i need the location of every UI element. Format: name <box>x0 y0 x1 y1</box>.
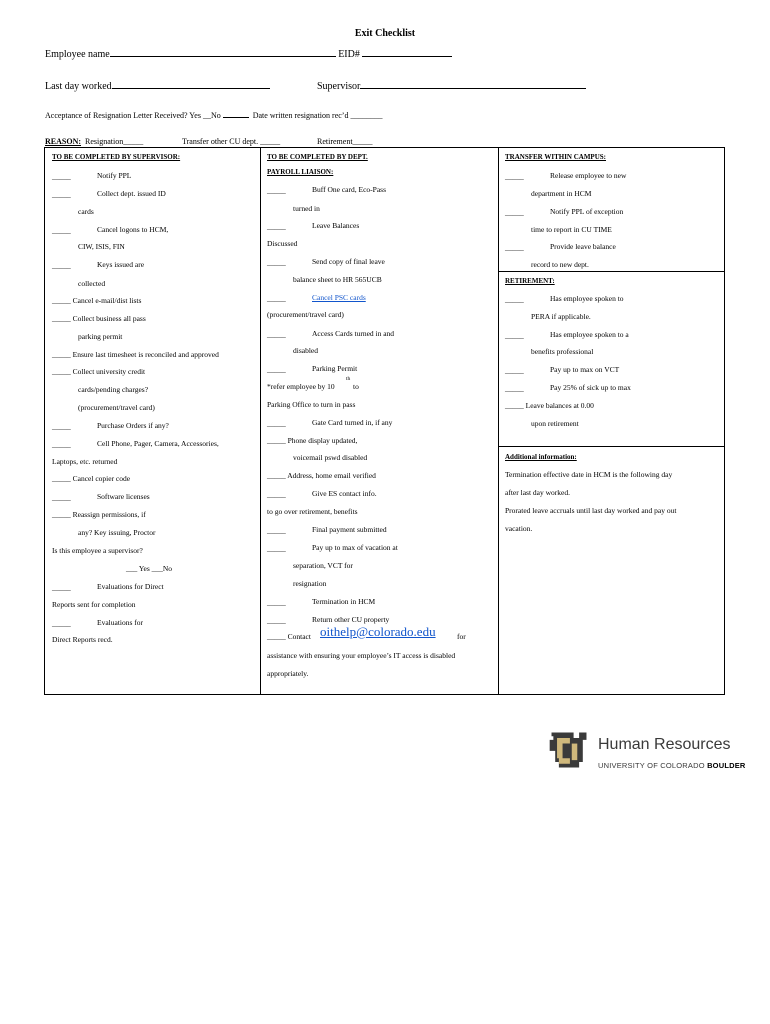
page-title: Exit Checklist <box>354 28 416 39</box>
payroll-liaison-heading: PAYROLL LIAISON: <box>267 168 334 176</box>
supervisor-item: Evaluations for Direct <box>97 582 164 591</box>
contact-label: _____ Contact <box>267 632 311 641</box>
blank-line[interactable]: _____ <box>267 294 286 303</box>
blank-line[interactable]: _____ <box>505 366 524 375</box>
blank-line[interactable]: _____ <box>505 331 524 340</box>
payroll-item: Final payment submitted <box>312 525 387 534</box>
reason-retirement[interactable]: Retirement_____ <box>317 137 373 146</box>
blank-line[interactable]: _____ <box>267 526 286 535</box>
payroll-item: balance sheet to HR 565UCB <box>293 275 382 284</box>
supervisor-item: _____ Ensure last timesheet is reconciled and approved <box>52 350 219 359</box>
transfer-item: Notify PPL of exception <box>550 207 624 216</box>
blank-line[interactable]: _____ <box>267 490 286 499</box>
transfer-section-heading: TRANSFER WITHIN CAMPUS: <box>505 153 606 161</box>
transfer-item: department in HCM <box>531 189 592 198</box>
additional-info-text: Prorated leave accruals until last day worked and pay out <box>505 506 677 515</box>
cancel-psc-cards-link[interactable]: Cancel PSC cards <box>312 293 366 302</box>
payroll-item: Return other CU property <box>312 615 390 624</box>
supervisor-item: _____ Cancel copier code <box>52 474 131 483</box>
blank-line[interactable]: _____ <box>267 616 286 625</box>
last-day-field[interactable] <box>45 79 270 92</box>
blank-line[interactable]: _____ <box>52 190 71 199</box>
cu-logo-icon <box>545 727 593 773</box>
retirement-section-heading: RETIREMENT: <box>505 277 555 285</box>
retirement-item: Has employee spoken to <box>550 294 624 303</box>
blank-line[interactable]: _____ <box>267 365 286 374</box>
column-divider <box>498 147 499 695</box>
blank-line[interactable]: _____ <box>267 222 286 231</box>
blank-line[interactable]: _____ <box>267 544 286 553</box>
retirement-item: Pay up to max on VCT <box>550 365 620 374</box>
transfer-item: Release employee to new <box>550 171 627 180</box>
blank-line[interactable]: _____ <box>52 422 71 431</box>
reason-resignation[interactable]: Resignation_____ <box>85 137 144 146</box>
supervisor-item: Software licenses <box>97 492 150 501</box>
transfer-item: record to new dept. <box>531 260 589 269</box>
supervisor-item: Reports sent for completion <box>52 600 136 609</box>
blank-line[interactable]: _____ <box>52 493 71 502</box>
retirement-item: Pay 25% of sick up to max <box>550 383 631 392</box>
supervisor-item: parking permit <box>78 332 123 341</box>
supervisor-item: Cancel logons to HCM, <box>97 225 169 234</box>
payroll-item: (procurement/travel card) <box>267 310 344 319</box>
employee-name-label: Employee name <box>45 49 110 60</box>
hr-title: Human Resources <box>598 736 731 753</box>
payroll-item: appropriately. <box>267 669 309 678</box>
payroll-item: turned in <box>293 204 320 213</box>
payroll-item: Access Cards turned in and <box>312 329 395 338</box>
reason-row <box>45 137 143 146</box>
supervisor-item: Notify PPL <box>97 171 132 180</box>
payroll-item: Discussed <box>267 239 298 248</box>
blank-line[interactable]: _____ <box>505 172 524 181</box>
reason-label: REASON: <box>45 137 82 146</box>
hr-subtitle: UNIVERSITY OF COLORADO BOULDER <box>598 761 746 770</box>
payroll-item: *refer employee by 10 <box>267 382 335 391</box>
payroll-item: Give ES contact info. <box>312 489 377 498</box>
payroll-item: Parking Permit <box>312 364 358 373</box>
payroll-item: to <box>353 382 359 391</box>
payroll-item: voicemail pswd disabled <box>293 453 368 462</box>
supervisor-item: collected <box>78 279 106 288</box>
blank-line[interactable]: _____ <box>52 583 71 592</box>
column-divider <box>260 147 261 695</box>
payroll-item: Termination in HCM <box>312 597 376 606</box>
retirement-item: _____ Leave balances at 0.00 <box>505 401 594 410</box>
retirement-item: Has employee spoken to a <box>550 330 629 339</box>
supervisor-item: cards/pending charges? <box>78 385 149 394</box>
acceptance-field[interactable] <box>45 110 382 120</box>
blank-line[interactable]: _____ <box>267 419 286 428</box>
transfer-item: time to report in CU TIME <box>531 225 612 234</box>
payroll-item: _____ Phone display updated, <box>267 436 358 445</box>
blank-line[interactable]: _____ <box>505 208 524 217</box>
transfer-item: Provide leave balance <box>550 242 616 251</box>
supervisor-section-heading: TO BE COMPLETED BY SUPERVISOR: <box>52 153 181 161</box>
additional-info-text: after last day worked. <box>505 488 570 497</box>
payroll-item: Gate Card turned in, if any <box>312 418 393 427</box>
supervisor-item: _____ Collect university credit <box>52 367 146 376</box>
supervisor-label: Supervisor <box>317 81 361 92</box>
payroll-item: Send copy of final leave <box>312 257 385 266</box>
blank-line[interactable]: _____ <box>267 186 286 195</box>
supervisor-item: (procurement/travel card) <box>78 403 155 412</box>
section-divider <box>498 446 725 447</box>
supervisor-item: Evaluations for <box>97 618 144 627</box>
blank-line[interactable]: _____ <box>52 619 71 628</box>
additional-info-text: Termination effective date in HCM is the following day <box>505 470 673 479</box>
blank-line[interactable]: _____ <box>52 261 71 270</box>
payroll-item: _____ Address, home email verified <box>267 471 376 480</box>
blank-line[interactable]: _____ <box>505 243 524 252</box>
employee-name-field[interactable] <box>45 47 452 60</box>
supervisor-item: _____ Collect business all pass <box>52 314 146 323</box>
supervisor-item: Is this employee a supervisor? <box>52 546 143 555</box>
payroll-item: Parking Office to turn in pass <box>267 400 356 409</box>
payroll-item: resignation <box>293 579 327 588</box>
section-divider <box>498 271 725 272</box>
blank-line[interactable]: _____ <box>267 258 286 267</box>
last-day-label: Last day worked <box>45 81 112 92</box>
supervisor-item: Purchase Orders if any? <box>97 421 169 430</box>
blank-line[interactable]: _____ <box>267 330 286 339</box>
contact-suffix: for <box>457 632 466 641</box>
supervisor-item: Cell Phone, Pager, Camera, Accessories, <box>97 439 219 448</box>
payroll-item: Pay up to max of vacation at <box>312 543 398 552</box>
supervisor-item: _____ Reassign permissions, if <box>52 510 146 519</box>
supervisor-item: _____ Cancel e-mail/dist lists <box>52 296 142 305</box>
supervisor-item: Laptops, etc. returned <box>52 457 118 466</box>
dept-section-heading: TO BE COMPLETED BY DEPT. <box>267 153 368 161</box>
blank-line[interactable]: _____ <box>52 226 71 235</box>
eid-label: EID# <box>338 49 360 60</box>
blank-line[interactable]: _____ <box>267 598 286 607</box>
additional-info-text: vacation. <box>505 524 533 533</box>
payroll-item: to go over retirement, benefits <box>267 507 358 516</box>
oithelp-email-link[interactable]: oithelp@colorado.edu <box>320 624 436 639</box>
payroll-item: Buff One card, Eco-Pass <box>312 185 387 194</box>
blank-line[interactable]: _____ <box>52 172 71 181</box>
supervisor-item: CIW, ISIS, FIN <box>78 242 125 251</box>
blank-line[interactable]: _____ <box>52 440 71 449</box>
reason-transfer[interactable]: Transfer other CU dept. _____ <box>182 137 281 146</box>
supervisor-field[interactable] <box>317 79 586 92</box>
supervisor-item: ___ Yes ___No <box>126 564 173 573</box>
blank-line[interactable]: _____ <box>505 295 524 304</box>
retirement-item: PERA if applicable. <box>531 312 591 321</box>
blank-line[interactable]: _____ <box>505 439 524 448</box>
superscript-th: th <box>346 376 351 382</box>
payroll-item: separation, VCT for <box>293 561 353 570</box>
supervisor-item: Collect dept. issued ID <box>97 189 166 198</box>
payroll-item: Leave Balances <box>312 221 360 230</box>
supervisor-item: Keys issued are <box>97 260 145 269</box>
date-written-label: Date written resignation rec’d ________ <box>252 111 383 120</box>
additional-info-heading: Additional information: <box>505 453 577 461</box>
supervisor-item: cards <box>78 207 94 216</box>
acceptance-label: Acceptance of Resignation Letter Received? Yes __No <box>45 111 221 120</box>
payroll-item: disabled <box>293 346 318 355</box>
supervisor-item: Direct Reports recd. <box>52 635 113 644</box>
retirement-item: upon retirement <box>531 419 579 428</box>
payroll-item: assistance with ensuring your employee’s IT access is disabled <box>267 651 456 660</box>
blank-line[interactable]: _____ <box>505 384 524 393</box>
supervisor-item: any? Key issuing, Proctor <box>78 528 156 537</box>
retirement-item: benefits professional <box>531 347 594 356</box>
